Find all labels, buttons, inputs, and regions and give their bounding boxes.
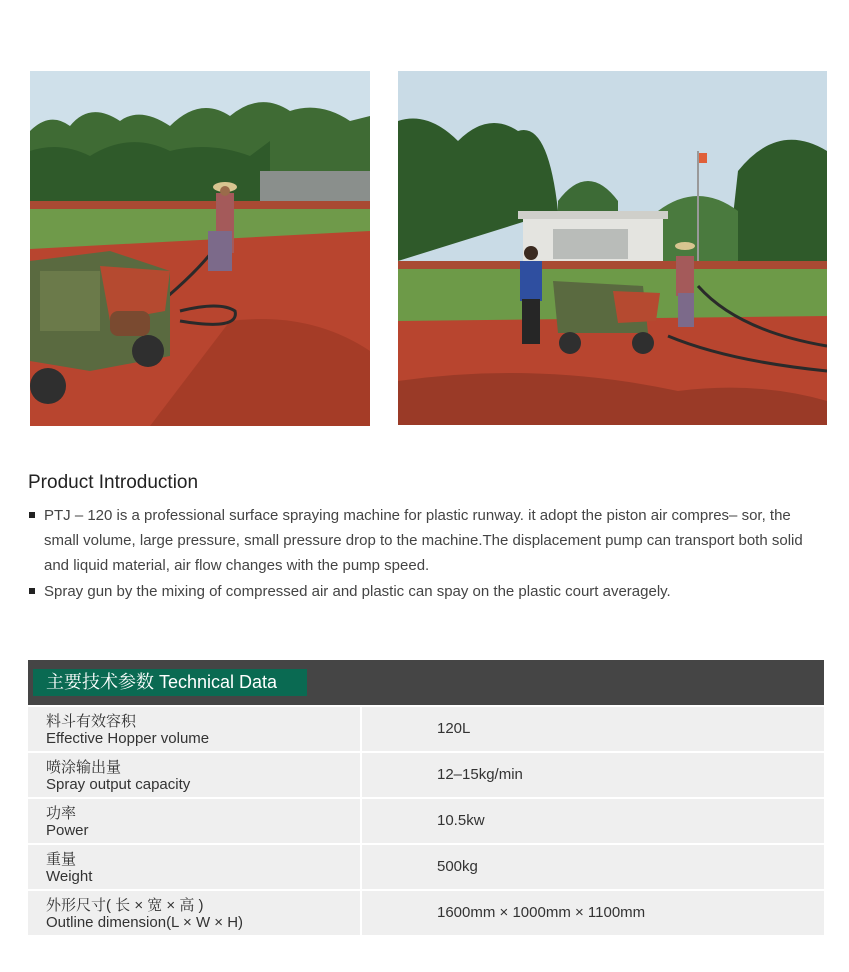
table-row: [28, 891, 824, 935]
row-label: [28, 799, 362, 843]
row-label: [28, 707, 362, 751]
product-introduction-title: Product Introduction: [28, 472, 199, 493]
row-value: 120L: [437, 720, 471, 737]
product-photo-left: [30, 71, 370, 426]
intro-bullet-text: PTJ – 120 is a professional surface spraying machine for plastic runway. it adopt the piston air compres– sor, the small volume, large pressure, small pressure drop to the machine.The displacement pump can transport both solid and liquid material, air flow changes with the pump speed.: [44, 507, 803, 574]
product-introduction-list: [28, 503, 828, 605]
row-label-cn: 喷涂输出量: [46, 759, 122, 776]
row-label-en: Power: [46, 822, 89, 839]
row-label-en: Effective Hopper volume: [46, 730, 210, 747]
table-row: [28, 753, 824, 797]
row-value: 10.5kw: [437, 812, 485, 829]
row-value: 12–15kg/min: [437, 766, 523, 783]
row-label-en: Outline dimension(L × W × H): [46, 914, 244, 931]
row-label: [28, 845, 362, 889]
intro-bullet-text: Spray gun by the mixing of compressed air and plastic can spay on the plastic court averagely.: [44, 583, 671, 600]
row-label: [28, 891, 362, 935]
technical-data-table: [28, 660, 824, 935]
intro-bullet-item: [28, 503, 828, 578]
table-row: [28, 845, 824, 889]
row-value: 500kg: [437, 858, 478, 875]
technical-data-header: [28, 660, 824, 705]
product-photo-right: [398, 71, 827, 425]
row-label-cn: 料斗有效容积: [46, 713, 137, 730]
technical-data-title: 主要技术参数 Technical Data: [33, 669, 307, 696]
row-label-en: Weight: [46, 868, 93, 885]
row-label-cn: 重量: [46, 851, 77, 868]
row-label-cn: 外形尺寸( 长 × 宽 × 高 ): [46, 897, 204, 914]
row-value: 1600mm × 1000mm × 1100mm: [437, 904, 646, 921]
table-row: [28, 799, 824, 843]
square-bullet-icon: [29, 588, 35, 594]
intro-bullet-item: [28, 579, 828, 604]
row-label: [28, 753, 362, 797]
row-label-cn: 功率: [46, 805, 77, 822]
row-label-en: Spray output capacity: [46, 776, 191, 793]
table-row: [28, 707, 824, 751]
square-bullet-icon: [29, 512, 35, 518]
